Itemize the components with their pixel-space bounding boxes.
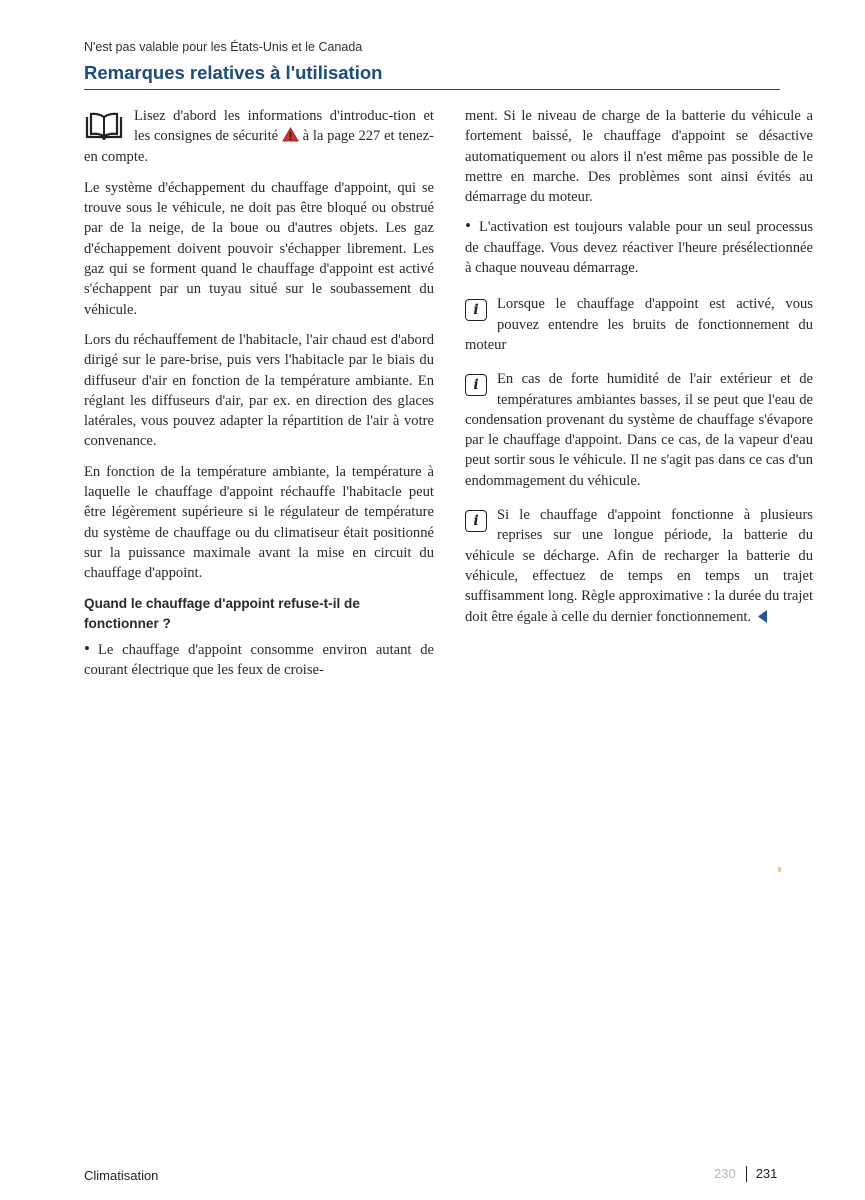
info-note-battery [465, 505, 813, 627]
book-icon [84, 112, 124, 140]
intro-text-a: Lisez d'abord les informations d'introduc-tion et les consignes de sécurité [134, 108, 434, 145]
page-number-previous: 230 [714, 1166, 736, 1181]
subheading: Quand le chauffage d'appoint refuse-t-il de fonctionner ? [84, 595, 360, 631]
bullet-text: L'activation est toujours valable pour un seul processus de chauffage. Vous devez réactiver l'heure présélectionnée à chaque nouveau démarrage. [465, 219, 813, 277]
intro-note [84, 106, 434, 167]
paragraph-temperature: En fonction de la température ambiante, la température à laquelle le chauffage d'appoint réchauffe l'habitacle peut être légèrement supérieure si le régulateur de température du système de chauffage ou du climatiseur était positionné sur la puissance maximale avant la mise en circuit du chauffage d'appoint. [84, 463, 434, 582]
section-title: Remarques relatives à l'utilisation [84, 62, 383, 83]
right-column [465, 106, 813, 638]
info-note-condensation [465, 369, 813, 491]
page-numbers [714, 1166, 777, 1182]
info-text: Lorsque le chauffage d'appoint est activé, vous pouvez entendre les bruits de fonctionnement du moteur [465, 296, 813, 353]
end-of-section-triangle-icon [758, 610, 767, 623]
paragraph-exhaust: Le système d'échappement du chauffage d'appoint, qui se trouve sous le véhicule, ne doit pas être bloqué ou obstrué par de la neige, de la boue ou d'autres objets. Les gaz d'échappement doivent pouvoir s'échapper librement. Les gaz qui se forment quand le chauffage d'appoint est activé s'échappent par un tuyau situé sur le soubassement du véhicule. [84, 179, 434, 318]
info-icon: i [465, 374, 487, 396]
info-note-noise [465, 294, 813, 355]
warning-triangle-icon [282, 127, 299, 142]
title-divider [84, 89, 780, 90]
paragraph-air-flow: Lors du réchauffement de l'habitacle, l'air chaud est d'abord dirigé sur le pare-brise, puis vers l'habitacle par le biais du diffuseur d'air en fonction de la température ambiante. En réglant les diffuseurs d'air, par ex. en direction des glaces latérales, vous pouvez adapter la répartition de l'air à votre convenance. [84, 331, 434, 450]
page-separator [746, 1166, 747, 1182]
footer-section: Climatisation [84, 1168, 159, 1183]
bullet-dot: • [465, 216, 471, 236]
info-text: Si le chauffage d'appoint fonctionne à plusieurs reprises sur une longue période, la batterie du véhicule se décharge. Afin de recharger la batterie du véhicule, effectuez de temps en temps un trajet suffisamment long. Règle approximative : la durée du trajet doit être égale à celle du dernier fonctionnement. [465, 507, 813, 625]
bullet-continuation: ment. Si le niveau de charge de la batterie du véhicule a fortement baissé, le chauffage d'appoint se désactive automatiquement ou alors il n'est même pas possible de le mettre en marche. Des problèmes sont ainsi évités au démarrage du moteur. [465, 108, 813, 206]
bullet-text: Le chauffage d'appoint consomme environ autant de courant électrique que les feux de croise- [84, 641, 434, 678]
bullet-item-power [84, 640, 434, 681]
page-number-current: 231 [755, 1166, 778, 1181]
print-speck [778, 867, 781, 872]
bullet-dot: • [84, 638, 90, 658]
left-column [84, 106, 434, 690]
info-text: En cas de forte humidité de l'air extérieur et de températures ambiantes basses, il se peut que l'eau de condensation provenant du système de chauffage s'évapore par le chauffage d'appoint. Dans ce cas, de la vapeur d'eau peut sortir sous le véhicule. Il ne s'agit pas dans ce cas d'un endommagement du véhicule. [465, 371, 813, 489]
bullet-item-activation [465, 217, 813, 278]
info-icon: i [465, 510, 487, 532]
header-note: N'est pas valable pour les États-Unis et le Canada [84, 40, 363, 54]
intro-text-b: à la page 227 et tenez-en compte. [84, 128, 434, 165]
info-icon: i [465, 299, 487, 321]
